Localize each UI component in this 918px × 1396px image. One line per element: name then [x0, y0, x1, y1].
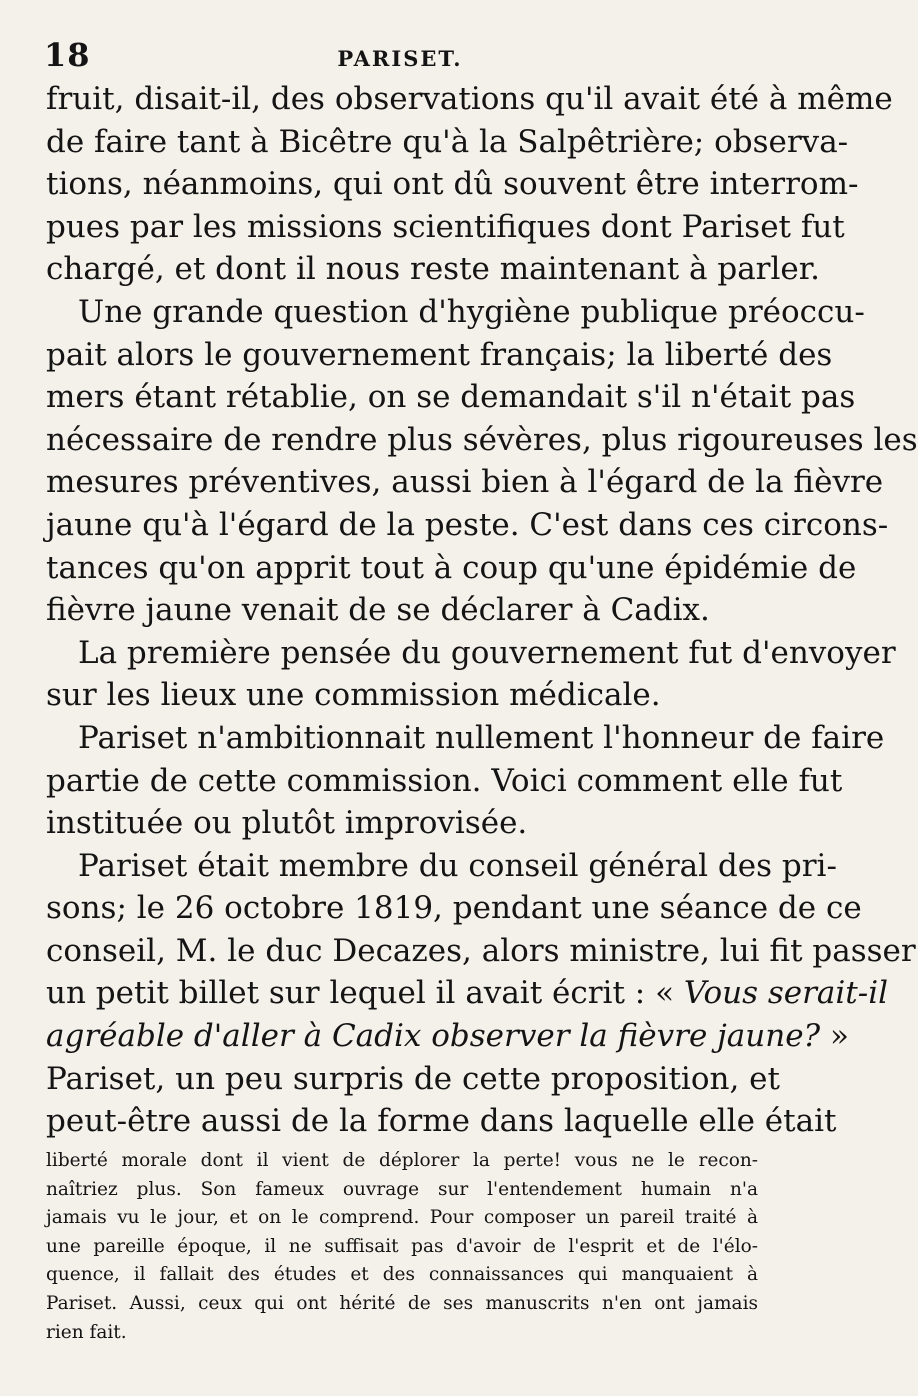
page-header: [44, 36, 756, 76]
footnote-line: une pareille époque, il ne suffisait pas d'avoir de l'esprit et de l'élo-: [46, 1235, 758, 1257]
body-line: [46, 972, 889, 1015]
body-line: La première pensée du gouvernement fut d'envoyer: [78, 634, 896, 671]
closing-guillemet: »: [820, 1018, 849, 1055]
running-head: PARISET.: [337, 46, 463, 71]
body-line: [46, 1015, 849, 1058]
body-line: conseil, M. le duc Decazes, alors ministre, lui fit passer: [46, 932, 916, 969]
italic-quote: Vous serait-il: [683, 975, 889, 1012]
body-line: tances qu'on apprit tout à coup qu'une épidémie de: [46, 549, 857, 586]
body-line: mers étant rétablie, on se demandait s'il n'était pas: [46, 379, 856, 416]
body-line: Pariset, un peu surpris de cette proposition, et: [46, 1060, 780, 1097]
body-line-text: un petit billet sur lequel il avait écrit : «: [46, 975, 684, 1012]
body-line: sur les lieux une commission médicale.: [46, 677, 661, 714]
footnote-line: jamais vu le jour, et on le comprend. Pour composer un pareil traité à: [46, 1207, 758, 1229]
body-line: fruit, disait-il, des observations qu'il avait été à même: [46, 81, 893, 117]
footnote-line: quence, il fallait des études et des connaissances qui manquaient à: [46, 1264, 758, 1286]
footnote-line: naîtriez plus. Son fameux ouvrage sur l'entendement humain n'a: [46, 1178, 758, 1200]
body-line: partie de cette commission. Voici comment elle fut: [46, 762, 843, 799]
footnote-line: Pariset. Aussi, ceux qui ont hérité de ses manuscrits n'en ont jamais: [46, 1292, 758, 1314]
body-line: jaune qu'à l'égard de la peste. C'est dans ces circons-: [46, 506, 889, 543]
body-line: Pariset était membre du conseil général des pri-: [78, 847, 837, 884]
body-line: pait alors le gouvernement français; la liberté des: [46, 336, 833, 373]
footnote-line: rien fait.: [46, 1321, 127, 1343]
page-number: 18: [44, 36, 91, 74]
body-line: Une grande question d'hygiène publique préoccu-: [78, 293, 865, 330]
body-line: tions, néanmoins, qui ont dû souvent être interrom-: [46, 166, 859, 203]
body-line: sons; le 26 octobre 1819, pendant une séance de ce: [46, 890, 862, 927]
body-line: instituée ou plutôt improvisée.: [46, 805, 528, 842]
body-line: mesures préventives, aussi bien à l'égard de la fièvre: [46, 464, 884, 501]
footnote-line: liberté morale dont il vient de déplorer la perte! vous ne le recon-: [46, 1150, 758, 1171]
body-line: de faire tant à Bicêtre qu'à la Salpêtrière; observa-: [46, 123, 849, 160]
body-line: nécessaire de rendre plus sévères, plus rigoureuses les: [46, 421, 918, 458]
body-text: [46, 78, 918, 1143]
body-line: peut-être aussi de la forme dans laquelle elle était: [46, 1103, 837, 1140]
italic-quote: agréable d'aller à Cadix observer la fièvre jaune?: [46, 1018, 821, 1055]
body-line: Pariset n'ambitionnait nullement l'honneur de faire: [78, 719, 885, 756]
footnote: [46, 1147, 758, 1347]
body-line: pues par les missions scientifiques dont Pariset fut: [46, 208, 845, 245]
body-line: chargé, et dont il nous reste maintenant à parler.: [46, 251, 821, 288]
body-line: fièvre jaune venait de se déclarer à Cadix.: [46, 592, 710, 629]
